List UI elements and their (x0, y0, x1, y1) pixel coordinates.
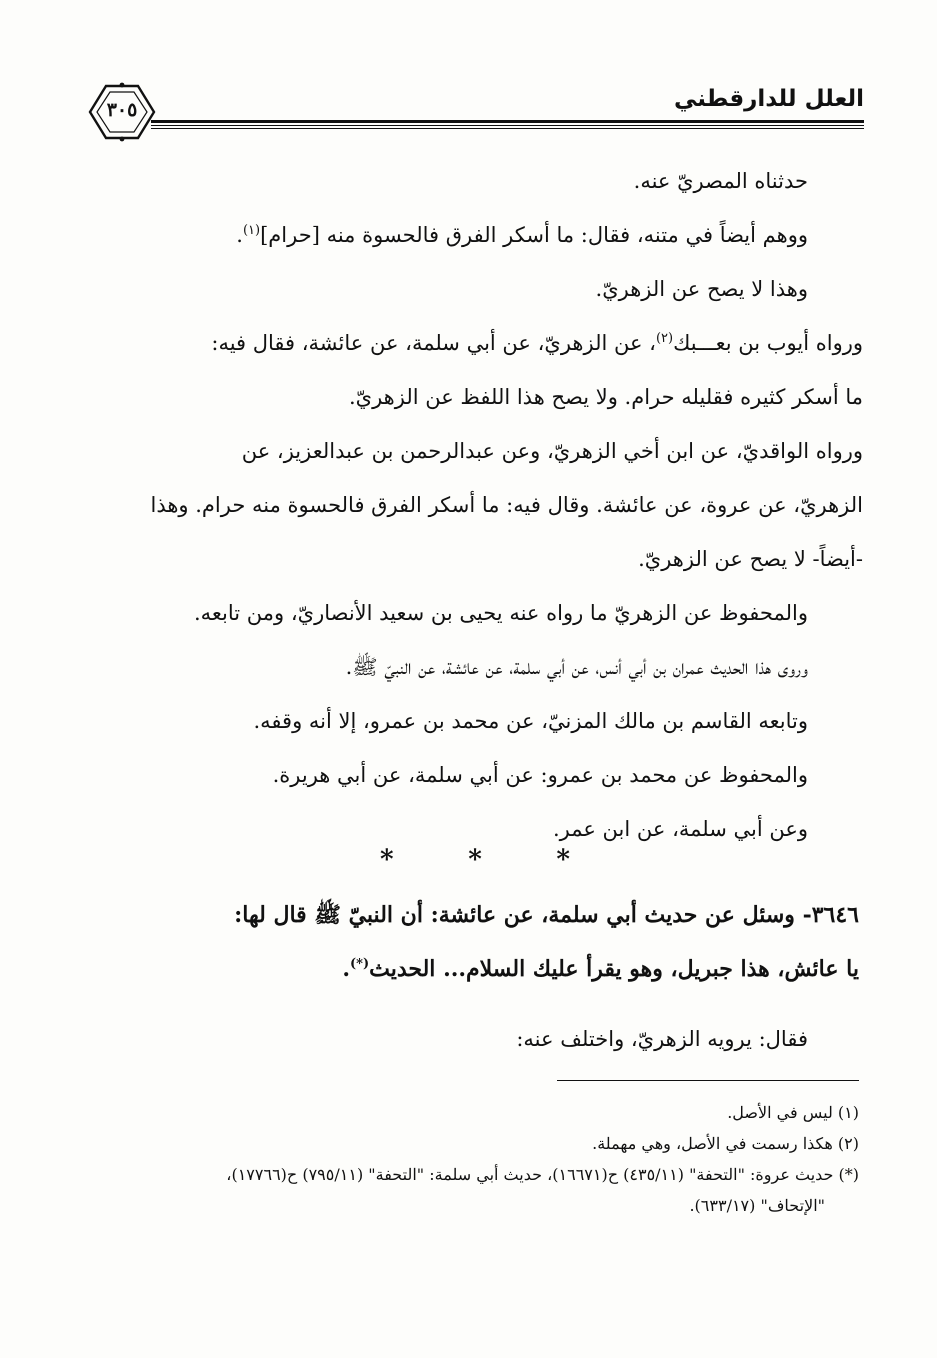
separator-star: * (468, 845, 482, 875)
answer-paragraph: فقال: يرويه الزهريّ، واختلف عنه: (516, 1027, 808, 1051)
paragraph: وعن أبي سلمة، عن ابن عمر. (552, 817, 808, 841)
entry-heading (60, 888, 859, 996)
section-separator (380, 845, 570, 875)
paragraph-continuation: ما أسكر كثيره فقليله حرام. ولا يصح هذا اللفظ عن الزهريّ. (348, 385, 863, 409)
footnote: (٢) هكذا رسمت في الأصل، وهي مهملة. (592, 1134, 859, 1153)
footnote-ref: (٢) (655, 331, 674, 346)
header-rule (151, 120, 864, 132)
paragraph: ووهم أيضاً في متنه، فقال: ما أسكر الفرق فالحسوة منه [حرام]$^{(١)}$. (236, 223, 808, 247)
paragraph: والمحفوظ عن الزهريّ ما رواه عنه يحيى بن سعيد الأنصاريّ، ومن تابعه. (193, 601, 808, 625)
footnotes (78, 1097, 859, 1221)
footnote-continuation: "الإتحاف" (٦٣٣/١٧). (689, 1196, 825, 1215)
page-number: ٣٠٥ (106, 99, 138, 121)
paragraph-continuation: -أيضاً- لا يصح عن الزهريّ. (638, 547, 863, 571)
main-text (60, 154, 863, 856)
footnote-ref: (*) (350, 956, 370, 972)
footnote: (*) حديث عروة: "التحفة" (٤٣٥/١١) ح(١٦٦٧١)، حديث أبي سلمة: "التحفة" (٧٩٥/١١) ح(١٧٧٦٦)، (226, 1165, 859, 1184)
paragraph: ورواه أيوب بن بعـــبك$^{(٢)}$، عن الزهريّ، عن أبي سلمة، عن عائشة، فقال فيه: (211, 331, 863, 355)
paragraph: وروى هذا الحديث عمران بن أبي أنس، عن أبي سلمة، عن عائشة، عن النبيّ ﷺ. (345, 655, 808, 679)
paragraph-continuation: الزهريّ، عن عروة، عن عائشة. وقال فيه: ما أسكر الفرق فالحسوة منه حرام. وهذا (150, 493, 863, 517)
paragraph: والمحفوظ عن محمد بن عمرو: عن أبي سلمة، عن أبي هريرة. (272, 763, 808, 787)
separator-star: * (556, 845, 570, 875)
running-title: العلل للدارقطني (674, 86, 864, 112)
page-header (86, 82, 864, 142)
footnote: (١) ليس في الأصل. (727, 1103, 859, 1122)
paragraph: ورواه الواقديّ، عن ابن أخي الزهريّ، وعن عبدالرحمن بن عبدالعزيز، عن (241, 439, 863, 463)
entry-line: يا عائش، هذا جبريل، وهو يقرأ عليك السلام... الحديث(*). (342, 956, 859, 982)
paragraph: وتابعه القاسم بن مالك المزنيّ، عن محمد بن عمرو، إلا أنه وقفه. (253, 709, 808, 733)
paragraph: وهذا لا يصح عن الزهريّ. (595, 277, 808, 301)
entry-line: ٣٦٤٦- وسئل عن حديث أبي سلمة، عن عائشة: أن النبيّ ﷺ قال لها: (234, 902, 859, 928)
footnote-ref: (١) (242, 223, 261, 238)
footnote-divider (557, 1080, 859, 1081)
paragraph: حدثناه المصريّ عنه. (633, 169, 808, 193)
separator-star: * (380, 845, 394, 875)
page-number-badge (86, 82, 158, 142)
